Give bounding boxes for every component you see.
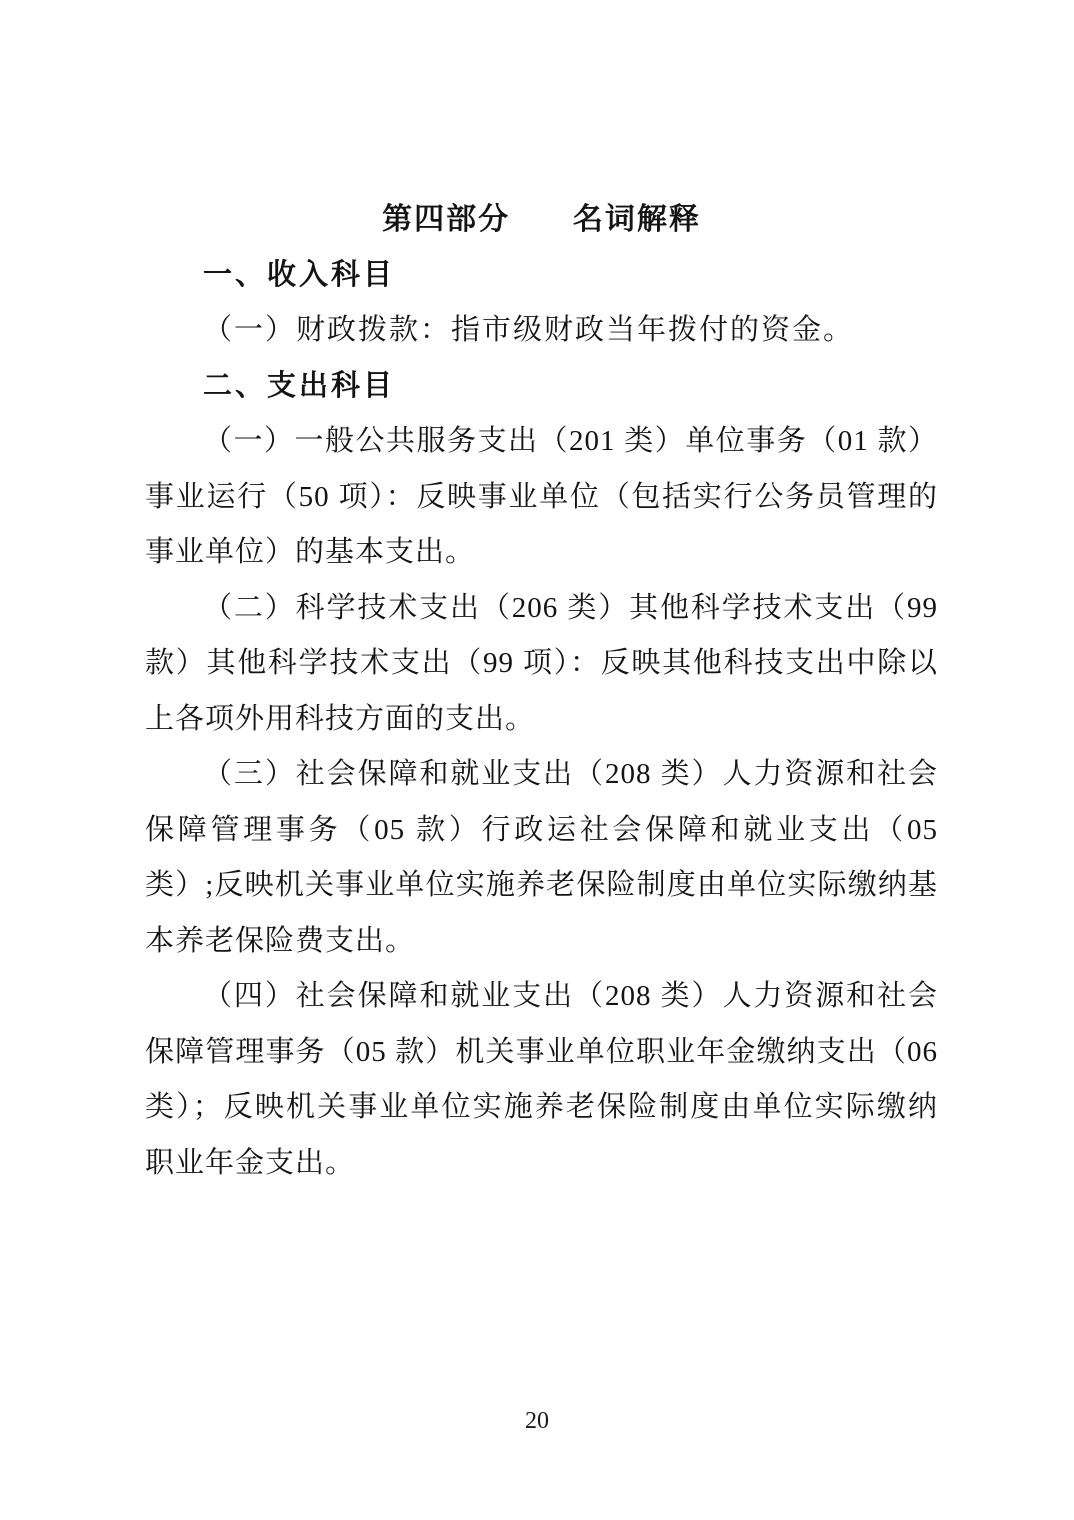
page-content [145, 192, 938, 1191]
paragraph-income-fiscal-appropriation: （一）财政拨款：指市级财政当年拨付的资金。 [203, 314, 855, 346]
section-heading-expenditure: 二、支出科目 [203, 369, 396, 402]
paragraph-expenditure-occupational-annuity: （四）社会保障和就业支出（208 类）人力资源和社会保障管理事务（05 款）机关事业单位职业年金缴纳支出（06 类）；反映机关事业单位实施养老保险制度由单位实际缴纳职业年金支出。 [145, 980, 938, 1179]
page-title-part2: 名词解释 [572, 203, 701, 236]
section-heading-income: 一、收入科目 [203, 258, 396, 291]
paragraph-expenditure-science-technology: （二）科学技术支出（206 类）其他科学技术支出（99 款）其他科学技术支出（99 项）：反映其他科技支出中除以上各项外用科技方面的支出。 [145, 591, 938, 735]
page-title [145, 192, 938, 248]
page-number: 20 [525, 1408, 549, 1434]
page-title-part1: 第四部分 [382, 203, 511, 236]
paragraph-expenditure-social-security-pension: （三）社会保障和就业支出（208 类）人力资源和社会保障管理事务（05 款）行政运社会保障和就业支出（05 类）;反映机关事业单位实施养老保险制度由单位实际缴纳基本养老保险费支出。 [145, 758, 938, 957]
paragraph-expenditure-general-public-service: （一）一般公共服务支出（201 类）单位事务（01 款）事业运行（50 项）：反映事业单位（包括实行公务员管理的事业单位）的基本支出。 [145, 425, 938, 568]
